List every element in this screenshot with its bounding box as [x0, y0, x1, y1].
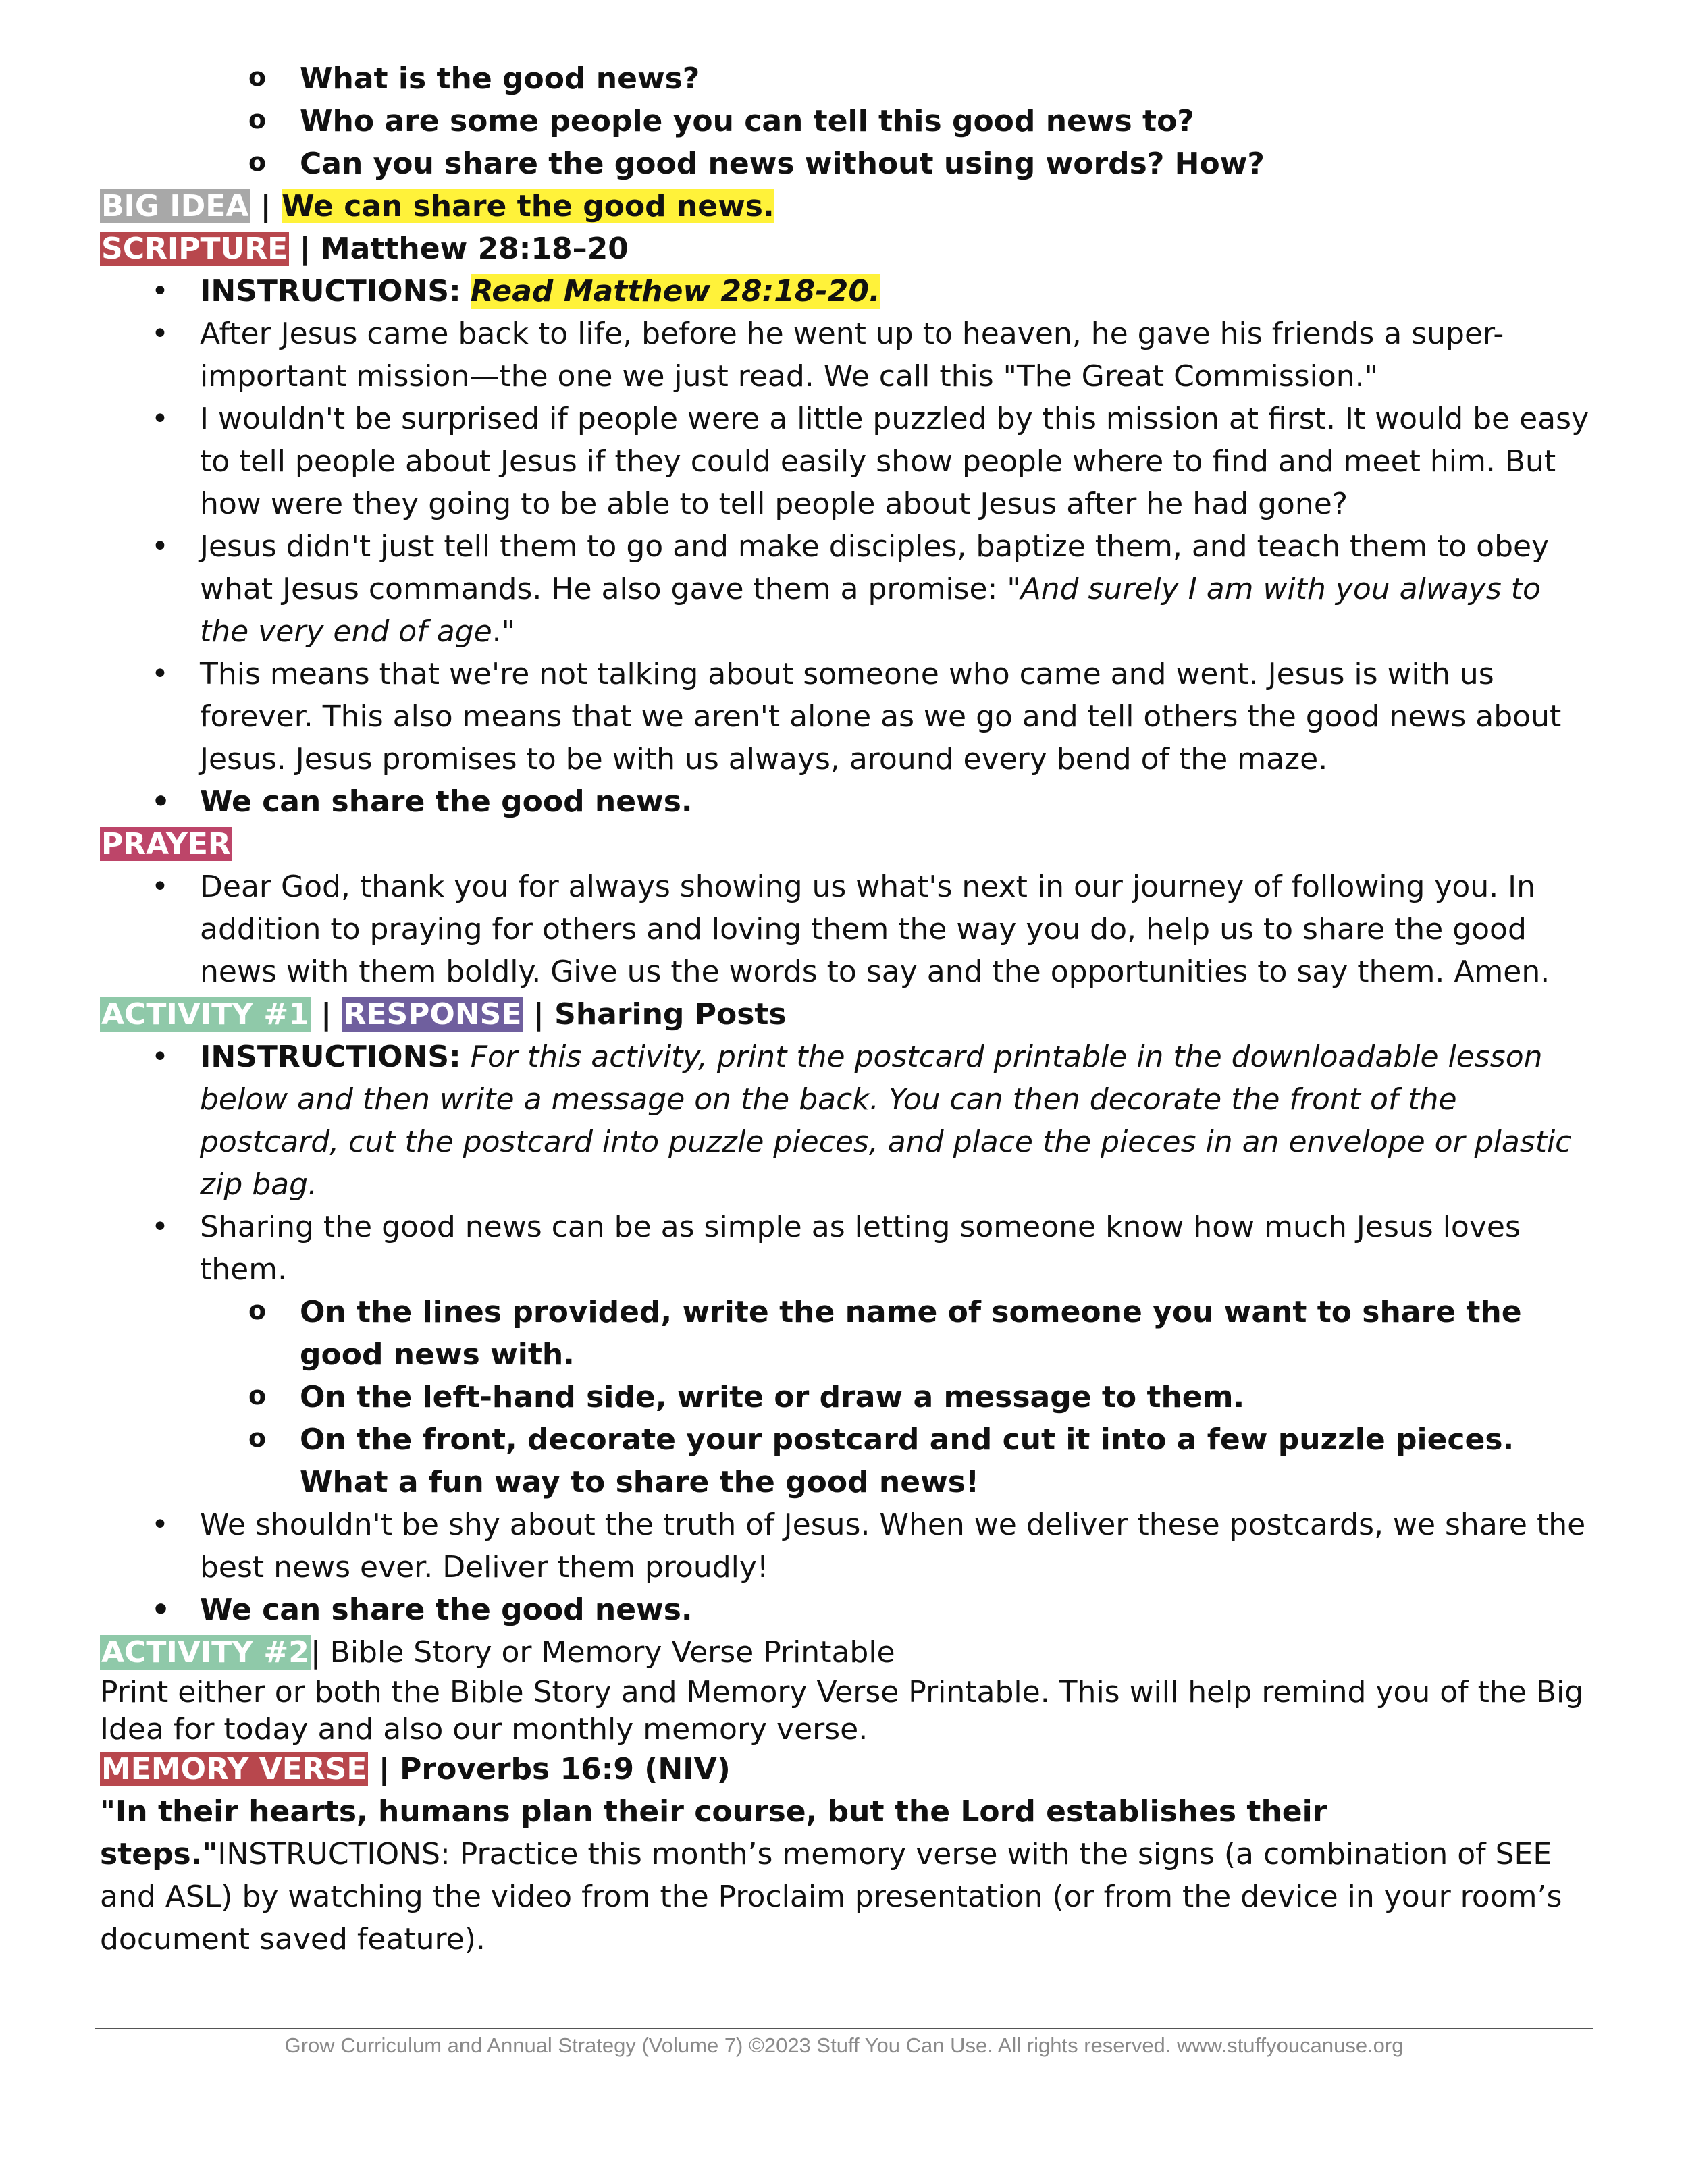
promise-quote: And surely I am with you always to the very end of age [200, 572, 1541, 649]
activity1-title: Sharing Posts [554, 997, 787, 1032]
list-item: • We can share the good news. [100, 780, 1592, 823]
scripture-tag: SCRIPTURE [101, 232, 288, 266]
list-item: • This means that we're not talking about someone who came and went. Jesus is with us forever. This also means that we aren't alone as we go and tell others the good news about Jesus. Jesus promises to be with us always, around every bend of the maze. [100, 653, 1592, 780]
activity2-title: Bible Story or Memory Verse Printable [329, 1635, 895, 1670]
list-item: • We shouldn't be shy about the truth of Jesus. When we deliver these postcards, we share the best news ever. Deliver them proudly! [100, 1503, 1592, 1589]
separator: | [523, 997, 555, 1032]
sub-list-item: o On the left-hand side, write or draw a message to them. [100, 1376, 1592, 1418]
list-item: • We can share the good news. [100, 1589, 1592, 1631]
big-idea-heading [100, 185, 1592, 228]
list-item: • Dear God, thank you for always showing us what's next in our journey of following you. In addition to praying for others and loving them the way you do, help us to share the good news with them boldly. Give us the words to say and the opportunities to say them. Amen. [100, 865, 1592, 993]
instructions-label: INSTRUCTIONS: [200, 274, 461, 309]
promise-end: ." [492, 614, 515, 649]
intro-question-list [100, 57, 1592, 185]
memory-verse-text: "In their hearts, humans plan their course, but the Lord establishes their steps." [100, 1794, 1327, 1871]
memory-verse-tag: MEMORY VERSE [101, 1752, 367, 1786]
separator: | [368, 1752, 400, 1786]
list-item [100, 525, 1592, 653]
sub-list-item: o On the front, decorate your postcard and cut it into a few puzzle pieces. What a fun way to share the good news! [100, 1418, 1592, 1503]
lesson-content [100, 57, 1592, 1961]
prayer-heading [100, 823, 1592, 865]
separator: | [310, 1635, 330, 1670]
separator: | [250, 189, 282, 223]
prayer-tag: PRAYER [101, 827, 231, 861]
scripture-bullets [100, 270, 1592, 823]
memory-verse-reference: Proverbs 16:9 (NIV) [400, 1752, 731, 1786]
sub-list-item: o On the lines provided, write the name of someone you want to share the good news with. [100, 1291, 1592, 1376]
activity1-heading [100, 993, 1592, 1036]
list-item: • I wouldn't be surprised if people were a little puzzled by this mission at first. It would be easy to tell people about Jesus if they could easily show people where to find and meet him. But how were they going to be able to tell people about Jesus after he had gone? [100, 398, 1592, 525]
separator: | [289, 232, 321, 266]
instructions-text: For this activity, print the postcard printable in the downloadable lesson below and then write a message on the back. You can then decorate the front of the postcard, cut the postcard into puzzle pieces, and place the pieces in an envelope or plastic zip bag. [200, 1040, 1572, 1202]
big-idea-tag: BIG IDEA [101, 189, 249, 223]
instructions-text: Read Matthew 28:18-20. [470, 274, 880, 309]
prayer-bullets [100, 865, 1592, 993]
footer-divider [95, 2028, 1593, 2029]
list-item: • After Jesus came back to life, before he went up to heaven, he gave his friends a super-important mission—the one we just read. We call this "The Great Commission." [100, 313, 1592, 398]
intro-question: o What is the good news? [100, 57, 1592, 100]
page-footer: Grow Curriculum and Annual Strategy (Volume 7) ©2023 Stuff You Can Use. All rights reserved. www.stuffyoucanuse.org [284, 2033, 1404, 2057]
scripture-reference: Matthew 28:18–20 [320, 232, 629, 266]
intro-question: o Can you share the good news without using words? How? [100, 142, 1592, 185]
activity2-heading [100, 1631, 1592, 1674]
list-item: • Sharing the good news can be as simple as letting someone know how much Jesus loves them. [100, 1206, 1592, 1291]
activity1-bullets [100, 1036, 1592, 1631]
promise-intro: Jesus didn't just tell them to go and make disciples, baptize them, and teach them to obey what Jesus commands. He also gave them a promise: " [200, 529, 1550, 606]
memory-verse-paragraph [100, 1790, 1592, 1961]
separator: | [310, 997, 342, 1032]
instructions-label: INSTRUCTIONS: [200, 1040, 461, 1074]
intro-question: o Who are some people you can tell this good news to? [100, 100, 1592, 142]
memory-verse-heading [100, 1748, 1592, 1790]
scripture-heading [100, 228, 1592, 270]
activity2-text: Print either or both the Bible Story and Memory Verse Printable. This will help remind you of the Big Idea for today and also our monthly memory verse. [100, 1675, 1584, 1747]
memory-verse-instructions: INSTRUCTIONS: Practice this month’s memory verse with the signs (a combination of SEE and ASL) by watching the video from the Proclaim presentation (or from the device in your room’s document saved feature). [100, 1837, 1562, 1956]
activity1-tag: ACTIVITY #1 [101, 997, 309, 1032]
list-item [100, 1036, 1592, 1206]
big-idea-text: We can share the good news. [282, 189, 774, 223]
list-item [100, 270, 1592, 313]
activity2-tag: ACTIVITY #2 [101, 1635, 309, 1670]
response-tag: RESPONSE [343, 997, 522, 1032]
